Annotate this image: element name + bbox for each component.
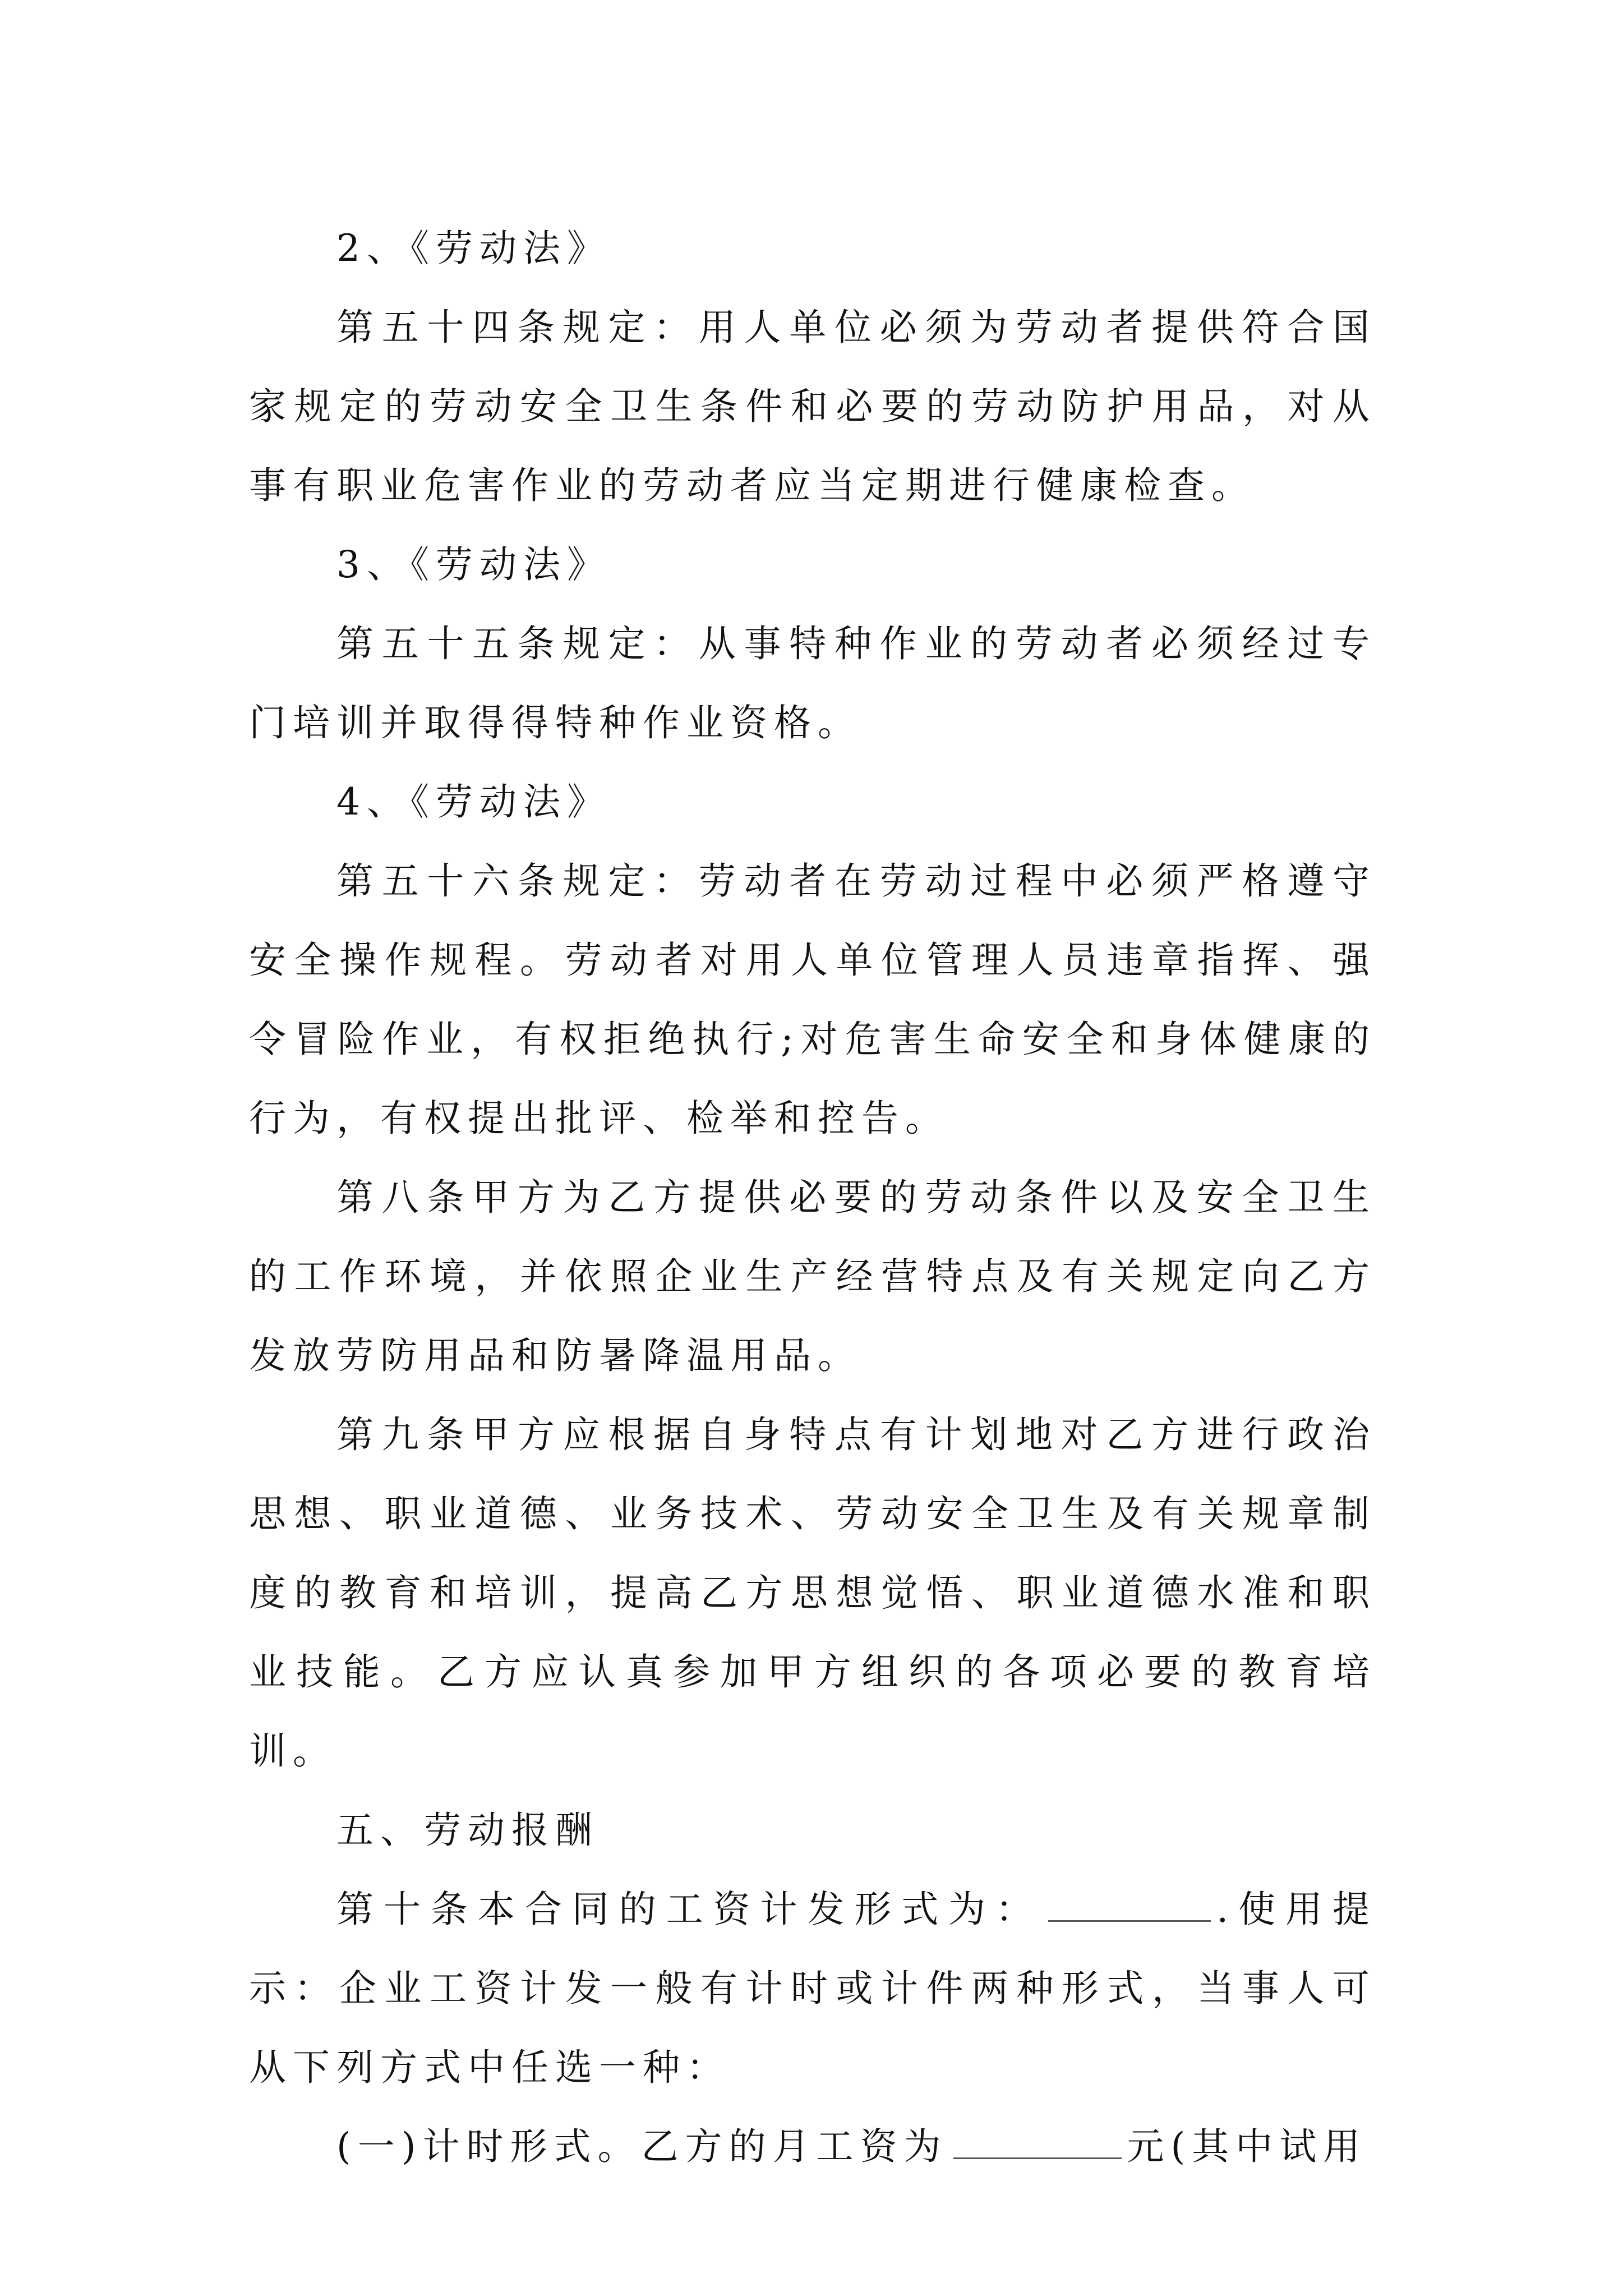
law-heading-2: 2、《劳动法》	[336, 227, 611, 270]
monthly-wage-blank[interactable]	[953, 2126, 1122, 2159]
section-heading-labor-pay: 五、劳动报酬	[336, 1809, 599, 1852]
time-wage-text-after: 元(其中试用	[1127, 2125, 1367, 2168]
article-55-paragraph: 第五十五条规定：从事特种作业的劳动者必须经过专门培训并取得得特种作业资格。	[249, 622, 1376, 744]
time-wage-text-before: (一)计时形式。乙方的月工资为	[336, 2125, 948, 2168]
article-10-text-before: 第十条本合同的工资计发形式为：	[336, 1888, 1043, 1931]
article-56-paragraph: 第五十六条规定：劳动者在劳动过程中必须严格遵守安全操作规程。劳动者对用人单位管理人员违章指挥、强令冒险作业，有权拒绝执行;对危害生命安全和身体健康的行为，有权提出批评、检举和控告。	[249, 859, 1376, 1140]
wage-form-blank[interactable]	[1048, 1889, 1211, 1922]
article-10-paragraph	[249, 1870, 1376, 2107]
law-heading-4: 4、《劳动法》	[336, 780, 611, 823]
article-9-paragraph: 第九条甲方应根据自身特点有计划地对乙方进行政治思想、职业道德、业务技术、劳动安全卫生及有关规章制度的教育和培训，提高乙方思想觉悟、职业道德水准和职业技能。乙方应认真参加甲方组织的各项必要的教育培训。	[249, 1413, 1376, 1773]
article-54-paragraph: 第五十四条规定：用人单位必须为劳动者提供符合国家规定的劳动安全卫生条件和必要的劳动防护用品，对从事有职业危害作业的劳动者应当定期进行健康检查。	[249, 306, 1376, 507]
article-10-text-after: .使用提示：企业工资计发一般有计时或计件两种形式，当事人可从下列方式中任选一种：	[249, 1888, 1377, 2089]
article-8-paragraph: 第八条甲方为乙方提供必要的劳动条件以及安全卫生的工作环境，并依照企业生产经营特点及有关规定向乙方发放劳防用品和防暑降温用品。	[249, 1176, 1376, 1377]
time-based-wage-paragraph	[249, 2107, 1376, 2186]
law-heading-3: 3、《劳动法》	[336, 543, 611, 586]
document-body	[249, 209, 1376, 2186]
